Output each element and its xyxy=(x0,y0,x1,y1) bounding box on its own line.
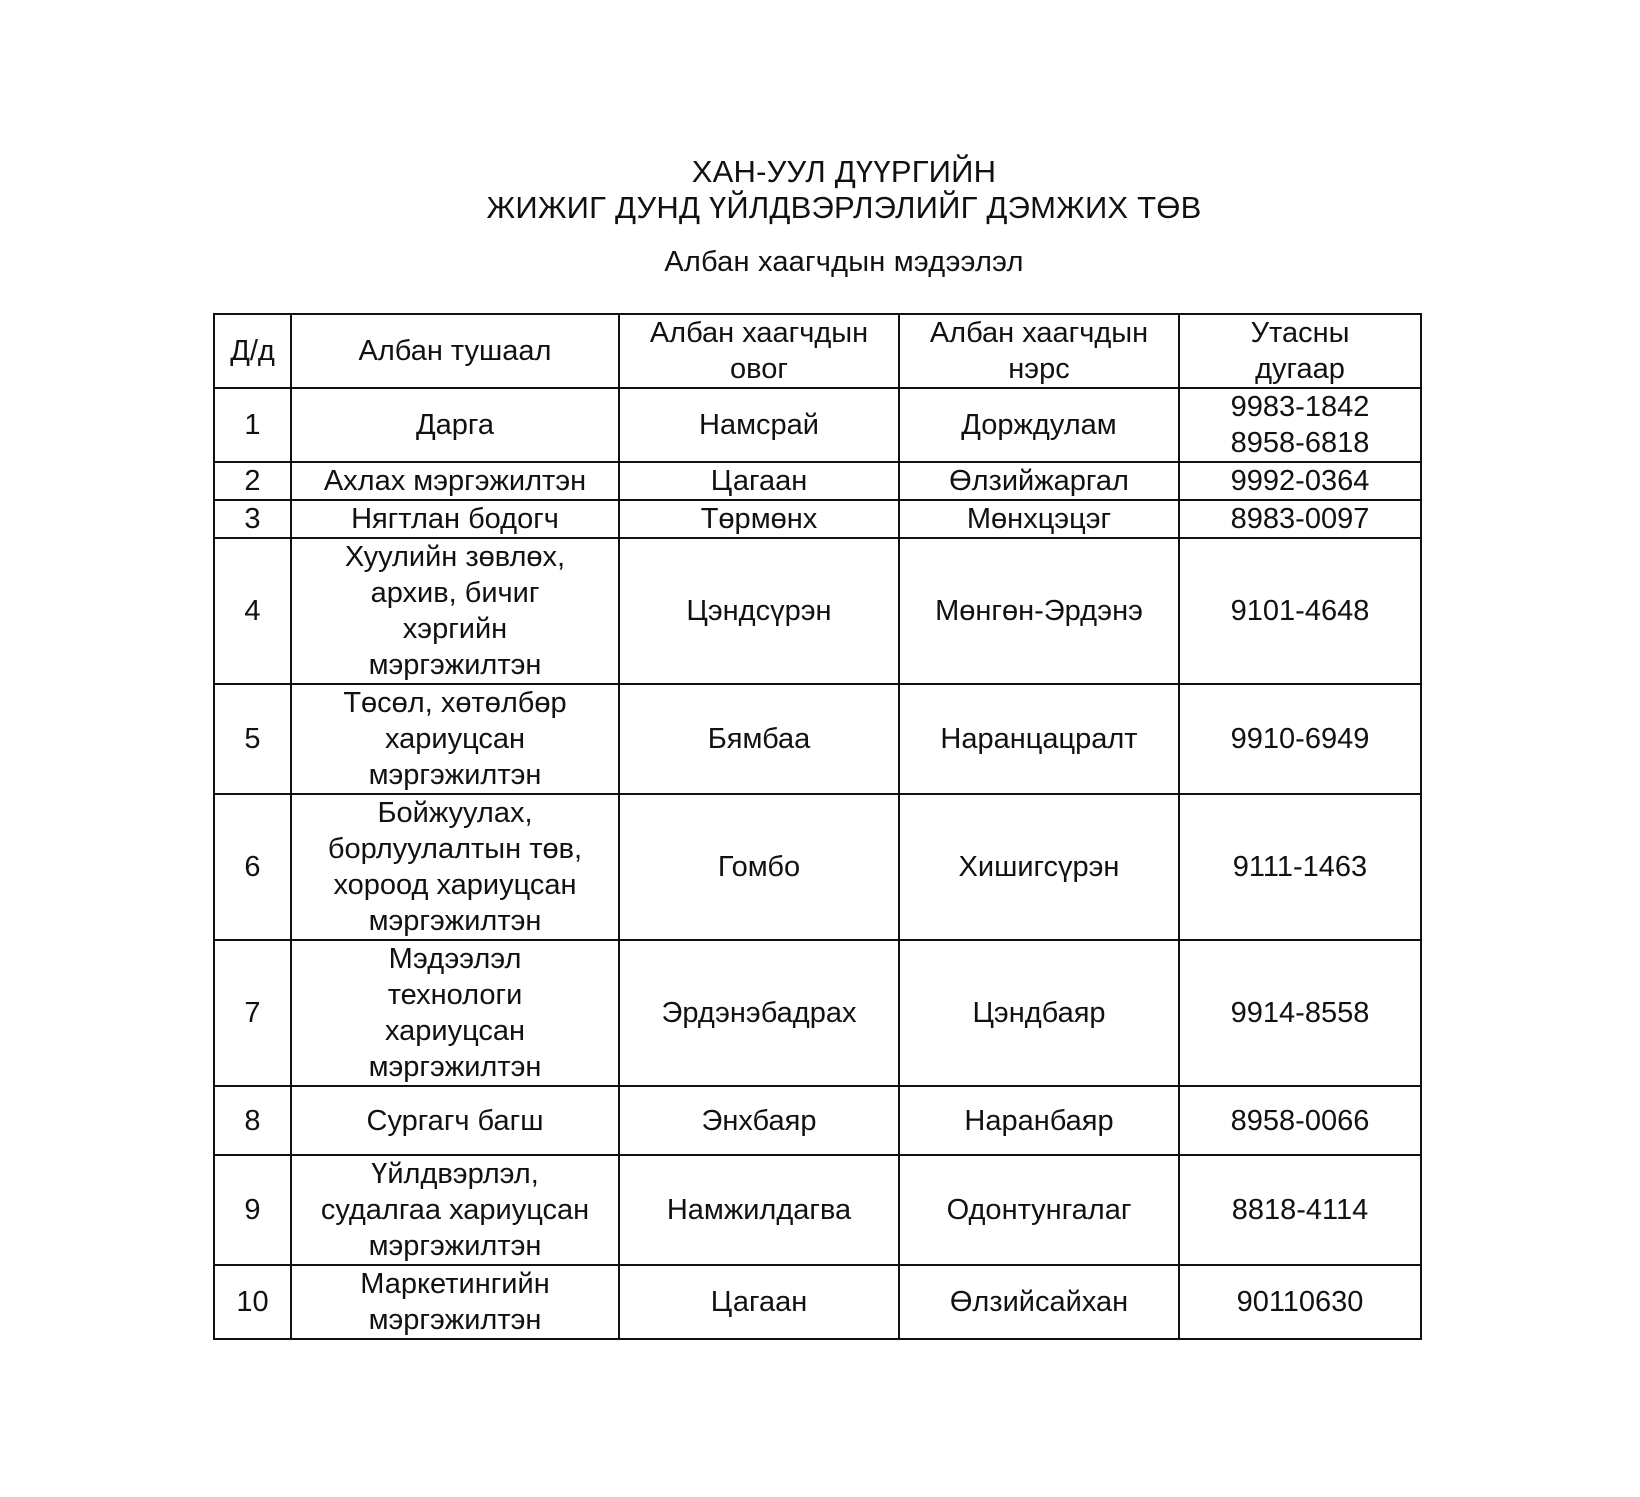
cell-phone-text: 8958-0066 xyxy=(1230,1104,1370,1137)
header-no xyxy=(214,314,291,388)
document-title-line1: ХАН-УУЛ ДҮҮРГИЙН xyxy=(691,154,997,189)
cell-position xyxy=(291,538,619,684)
cell-position xyxy=(291,462,619,500)
cell-number: 2 xyxy=(214,462,291,500)
cell-position-text: мэргэжилтэн xyxy=(368,1304,542,1336)
header-surname-text: овог xyxy=(730,353,788,385)
table-row xyxy=(214,1155,1421,1265)
cell-position xyxy=(291,684,619,794)
cell-number: 1 xyxy=(214,388,291,462)
cell-given-name: Өлзийсайхан xyxy=(899,1265,1179,1339)
cell-phone xyxy=(1179,500,1421,538)
cell-surname: Төрмөнх xyxy=(619,500,899,538)
cell-surname: Бямбаа xyxy=(619,684,899,794)
table-row xyxy=(214,684,1421,794)
cell-position-text: хэргийн xyxy=(402,613,508,645)
cell-phone-text: 9983-1842 xyxy=(1230,391,1370,423)
cell-number: 6 xyxy=(214,794,291,940)
cell-phone-text: 9111-1463 xyxy=(1232,851,1368,883)
header-no-text: Д/д xyxy=(230,335,275,367)
cell-given-name: Мөнгөн-Эрдэнэ xyxy=(899,538,1179,684)
cell-position xyxy=(291,500,619,538)
cell-given-name: Наранбаяр xyxy=(899,1086,1179,1155)
cell-position-text: мэргэжилтэн xyxy=(368,1230,542,1262)
cell-position-text: мэргэжилтэн xyxy=(368,1051,542,1083)
header-name-text: Албан хаагчдын xyxy=(929,317,1149,349)
cell-position-text: Ахлах мэргэжилтэн xyxy=(323,465,587,497)
cell-position-text: Сургагч багш xyxy=(366,1104,544,1137)
cell-surname: Цэндсүрэн xyxy=(619,538,899,684)
table-row xyxy=(214,1265,1421,1339)
header-name-text: нэрс xyxy=(1008,353,1070,385)
cell-phone-text: 8958-6818 xyxy=(1230,427,1370,459)
cell-number: 10 xyxy=(214,1265,291,1339)
cell-position xyxy=(291,940,619,1086)
header-phone-text: Утасны xyxy=(1250,317,1350,349)
cell-surname: Эрдэнэбадрах xyxy=(619,940,899,1086)
cell-surname: Намсрай xyxy=(619,388,899,462)
table-row xyxy=(214,388,1421,462)
cell-position-text: мэргэжилтэн xyxy=(368,759,542,791)
cell-position-text: судалгаа хариуцсан xyxy=(320,1194,590,1226)
table-row xyxy=(214,1086,1421,1155)
cell-phone xyxy=(1179,1155,1421,1265)
cell-position-text: хороод хариуцсан xyxy=(333,869,577,901)
table-row xyxy=(214,462,1421,500)
cell-position xyxy=(291,794,619,940)
header-phone xyxy=(1179,314,1421,388)
cell-number: 8 xyxy=(214,1086,291,1155)
cell-position-text: мэргэжилтэн xyxy=(368,649,542,681)
cell-phone xyxy=(1179,794,1421,940)
cell-position-text: Мэдээлэл xyxy=(388,943,522,975)
staff-table xyxy=(213,313,1422,1340)
cell-surname: Намжилдагва xyxy=(619,1155,899,1265)
cell-phone-text: 90110630 xyxy=(1236,1286,1364,1318)
header-name xyxy=(899,314,1179,388)
cell-position xyxy=(291,1155,619,1265)
cell-position-text: Үйлдвэрлэл, xyxy=(371,1158,539,1190)
cell-number: 9 xyxy=(214,1155,291,1265)
cell-surname: Энхбаяр xyxy=(619,1086,899,1155)
cell-position xyxy=(291,388,619,462)
cell-given-name: Одонтунгалаг xyxy=(899,1155,1179,1265)
cell-position-text: мэргэжилтэн xyxy=(368,905,542,937)
cell-phone-text: 9914-8558 xyxy=(1230,997,1370,1029)
document-subtitle: Албан хаагчдын мэдээлэл xyxy=(664,246,1024,278)
cell-given-name: Мөнхцэцэг xyxy=(899,500,1179,538)
cell-phone xyxy=(1179,684,1421,794)
header-phone-text: дугаар xyxy=(1255,353,1345,385)
header-surname xyxy=(619,314,899,388)
cell-phone xyxy=(1179,462,1421,500)
cell-given-name: Наранцацралт xyxy=(899,684,1179,794)
cell-position-text: Маркетингийн xyxy=(360,1268,550,1300)
cell-number: 7 xyxy=(214,940,291,1086)
cell-surname: Гомбо xyxy=(619,794,899,940)
cell-number: 5 xyxy=(214,684,291,794)
cell-position-text: Бойжуулах, xyxy=(377,797,533,829)
cell-position-text: архив, бичиг xyxy=(370,577,540,609)
cell-given-name: Өлзийжаргал xyxy=(899,462,1179,500)
cell-given-name: Цэндбаяр xyxy=(899,940,1179,1086)
cell-position-text: Төсөл, хөтөлбөр xyxy=(343,687,567,719)
cell-surname: Цагаан xyxy=(619,462,899,500)
cell-phone xyxy=(1179,940,1421,1086)
table-row xyxy=(214,940,1421,1086)
cell-phone xyxy=(1179,538,1421,684)
cell-given-name: Дорждулам xyxy=(899,388,1179,462)
header-surname-text: Албан хаагчдын xyxy=(649,317,869,349)
header-position-text: Албан тушаал xyxy=(358,335,552,367)
cell-phone-text: 8983-0097 xyxy=(1230,503,1370,535)
cell-given-name: Хишигсүрэн xyxy=(899,794,1179,940)
cell-position-text: борлуулалтын төв, xyxy=(327,833,583,865)
table-row xyxy=(214,500,1421,538)
cell-position-text: Нягтлан бодогч xyxy=(351,503,559,535)
cell-phone-text: 9101-4648 xyxy=(1230,595,1370,627)
cell-phone-text: 9910-6949 xyxy=(1230,723,1370,755)
cell-phone xyxy=(1179,1086,1421,1155)
table-row xyxy=(214,538,1421,684)
cell-position-text: технологи xyxy=(387,979,523,1011)
cell-position-text: хариуцсан xyxy=(384,1015,526,1047)
cell-phone-text: 8818-4114 xyxy=(1231,1194,1369,1226)
cell-number: 4 xyxy=(214,538,291,684)
cell-position-text: Дарга xyxy=(416,409,494,441)
table-header-row xyxy=(214,314,1421,388)
cell-position xyxy=(291,1086,619,1155)
cell-surname: Цагаан xyxy=(619,1265,899,1339)
staff-table-body xyxy=(214,314,1421,1339)
cell-position-text: хариуцсан xyxy=(384,723,526,755)
document-title-line2: ЖИЖИГ ДУНД ҮЙЛДВЭРЛЭЛИЙГ ДЭМЖИХ ТӨВ xyxy=(486,190,1202,225)
cell-position-text: Хуулийн зөвлөх, xyxy=(344,541,566,573)
cell-phone-text: 9992-0364 xyxy=(1230,465,1370,497)
header-position xyxy=(291,314,619,388)
cell-phone xyxy=(1179,388,1421,462)
table-row xyxy=(214,794,1421,940)
cell-phone xyxy=(1179,1265,1421,1339)
cell-position xyxy=(291,1265,619,1339)
cell-number: 3 xyxy=(214,500,291,538)
